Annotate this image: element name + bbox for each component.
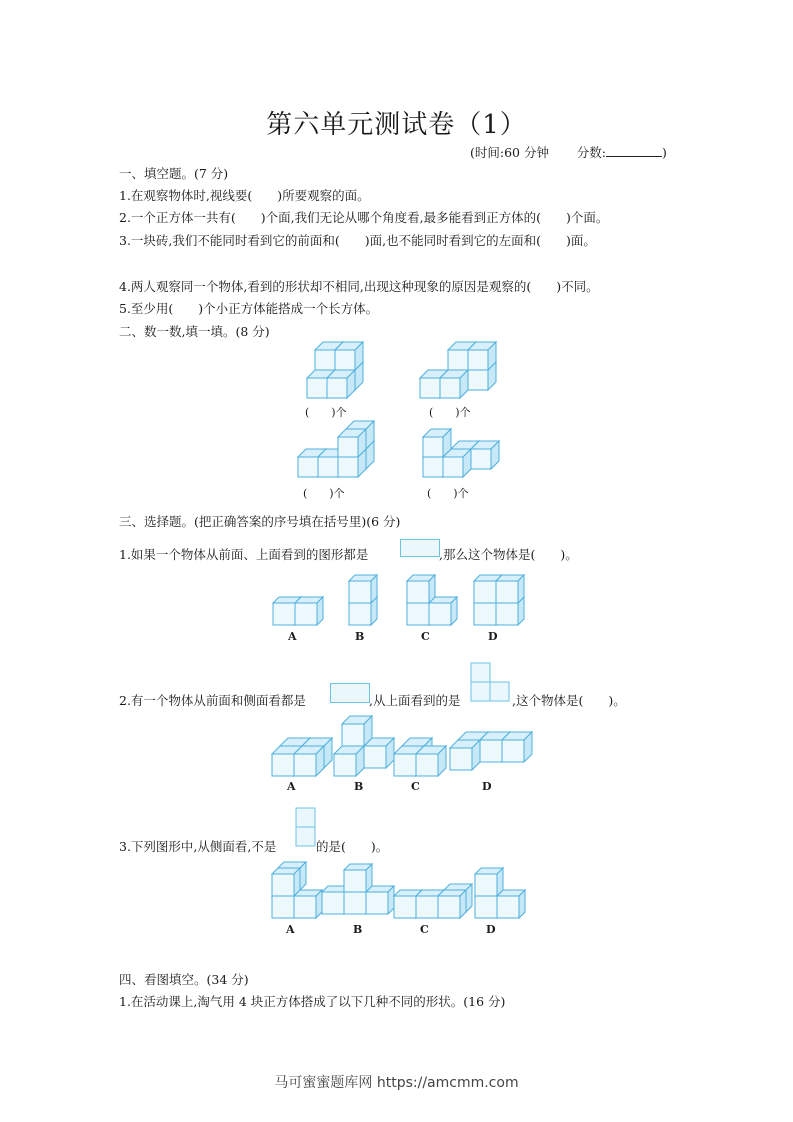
s1-question-4: 4.两人观察同一个物体,看到的形状却不相同,出现这种现象的原因是观察的( )不同。 [119, 279, 599, 294]
s3q1-option-d: D [488, 630, 498, 643]
cube [440, 370, 468, 398]
cube [366, 886, 394, 914]
cube [344, 864, 372, 892]
s2-caption-4: ( )个 [427, 487, 469, 500]
s3q2-option-a: A [287, 780, 296, 793]
shape-top-view-l [470, 662, 512, 704]
s2-caption-1: ( )个 [305, 406, 347, 419]
cube [272, 868, 300, 896]
s4-question-1: 1.在活动课上,淘气用 4 块正方体搭成了以下几种不同的形状。(16 分) [119, 994, 506, 1009]
section-2-heading: 二、数一数,填一填。(8 分) [119, 324, 270, 339]
cube [335, 342, 363, 370]
s2-figure-4 [423, 429, 499, 477]
cube [364, 738, 394, 768]
cube [294, 746, 324, 776]
cube [295, 597, 323, 625]
cube [423, 429, 451, 457]
cube [497, 890, 525, 918]
cube [338, 429, 366, 457]
s2-caption-3: ( )个 [303, 487, 345, 500]
s3q3-figure-a [272, 862, 322, 918]
cube [407, 575, 435, 603]
s3q3-option-b: B [353, 923, 363, 936]
s3q1-figure-a [273, 597, 323, 625]
cube [502, 732, 532, 762]
cube [327, 370, 355, 398]
footer-watermark: 马可蜜蜜题库网 https://amcmm.com [274, 1075, 519, 1091]
s3q1-figure-d [474, 575, 524, 625]
s3q1-option-c: C [421, 630, 430, 643]
s2-caption-2: ( )个 [429, 406, 471, 419]
s1-question-1: 1.在观察物体时,视线要( )所要观察的面。 [119, 188, 370, 203]
s3-question-2-b: ,从上面看到的是 [369, 693, 461, 708]
s3q2-figure-b [334, 716, 394, 776]
s2-figure-2 [420, 342, 496, 398]
page-title: 第六单元测试卷（1） [266, 110, 527, 140]
s3q2-option-b: B [354, 780, 364, 793]
cube [342, 716, 372, 746]
s3q3-option-a: A [286, 923, 295, 936]
s3q2-figure-a [272, 738, 332, 776]
section-1-heading: 一、填空题。(7 分) [119, 166, 229, 181]
s3-question-2-a: 2.有一个物体从前面和侧面看都是 [119, 693, 306, 708]
cube [496, 575, 524, 603]
cube [334, 746, 364, 776]
section-3-heading: 三、选择题。(把正确答案的序号填在括号里)(6 分) [119, 514, 401, 529]
cube [429, 597, 457, 625]
shape-column-2x1 [295, 807, 317, 849]
s2-figure-1 [307, 342, 363, 398]
s3-question-2-c: ,这个物体是( )。 [512, 693, 626, 708]
s3q2-figure-c [394, 738, 446, 776]
s3-question-3-a: 3.下列图形中,从侧面看,不是 [119, 839, 277, 854]
time-label: (时间:60 分钟 [470, 145, 549, 160]
s3q1-option-a: A [288, 630, 297, 643]
cube [468, 342, 496, 370]
meta-close: ) [662, 145, 667, 160]
cube [475, 868, 503, 896]
s3q2-option-c: C [411, 780, 420, 793]
s2-figure-3 [298, 421, 374, 477]
section-4-heading: 四、看图填空。(34 分) [119, 972, 249, 987]
s1-question-2: 2.一个正方体一共有( )个面,我们无论从哪个角度看,最多能看到正方体的( )个面。 [119, 210, 609, 225]
cube [450, 740, 480, 770]
s3q3-figure-b [322, 864, 394, 914]
s3q3-figure-c [394, 884, 472, 918]
s3-question-1-a: 1.如果一个物体从前面、上面看到的图形都是 [119, 547, 369, 562]
s3q2-option-d: D [482, 780, 492, 793]
cube [349, 575, 377, 603]
s3q1-option-b: B [355, 630, 365, 643]
score-label: 分数: [576, 145, 607, 160]
s1-question-3: 3.一块砖,我们不能同时看到它的前面和( )面,也不能同时看到它的左面和( )面。 [119, 233, 596, 248]
shape-rect-2x1 [400, 539, 440, 557]
s3q1-figure-c [407, 575, 457, 625]
s3-question-3-b: 的是( )。 [316, 839, 389, 854]
cube [294, 890, 322, 918]
s3q2-figure-d [450, 732, 532, 770]
cube [416, 746, 446, 776]
s3q1-figure-b [349, 575, 377, 625]
shape-rect-front [330, 683, 370, 703]
s3q3-figure-d [475, 868, 525, 918]
cube [471, 441, 499, 469]
s1-question-5: 5.至少用( )个小正方体能搭成一个长方体。 [119, 301, 379, 316]
cube [438, 890, 466, 918]
s3q3-option-d: D [486, 923, 496, 936]
s3-question-1-b: ,那么这个物体是( )。 [439, 547, 578, 562]
s3q3-option-c: C [420, 923, 429, 936]
